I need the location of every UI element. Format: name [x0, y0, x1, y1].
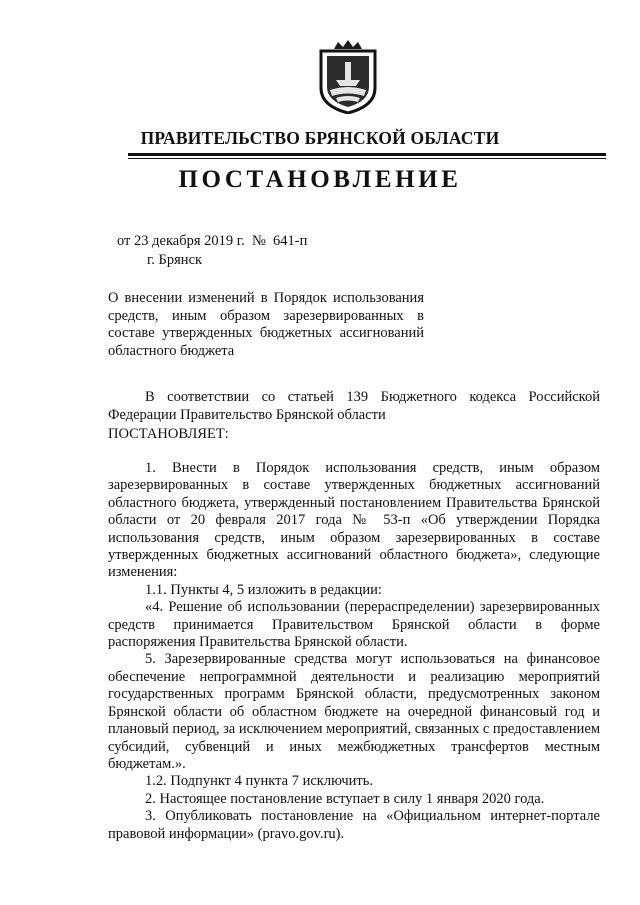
paragraph-2: 2. Настоящее постановление вступает в силу 1 января 2020 года.	[145, 790, 545, 807]
paragraph-quoted-4: «4. Решение об использовании (перераспределении) зарезервированных средств принимается Правительством Брянской области в форме распоряжения Правительства Брянской области.	[108, 599, 600, 651]
organization-name: ПРАВИТЕЛЬСТВО БРЯНСКОЙ ОБЛАСТИ	[140, 128, 500, 148]
date-and-number: от 23 декабря 2019 г. № 641-п	[117, 233, 308, 249]
paragraph-1-2: 1.2. Подпункт 4 пункта 7 исключить.	[145, 773, 373, 790]
paragraph-3: 3. Опубликовать постановление на «Официальном интернет-портале правовой информации» (pravo.gov.ru).	[108, 808, 600, 842]
header-rule-thin	[128, 158, 606, 159]
document-type-title: ПОСТАНОВЛЕНИЕ	[178, 166, 462, 193]
decree-word: ПОСТАНОВЛЯЕТ:	[108, 426, 229, 442]
document-subject: О внесении изменений в Порядок использования средств, иным образом зарезервированных в составе утвержденных бюджетных ассигнований областного бюджета	[108, 290, 424, 359]
coat-of-arms-icon	[318, 40, 378, 114]
preamble: В соответствии со статьей 139 Бюджетного кодекса Российской Федерации Правительство Брянской области	[108, 389, 600, 423]
paragraph-1-1: 1.1. Пункты 4, 5 изложить в редакции:	[145, 581, 382, 598]
paragraph-quoted-5: 5. Зарезервированные средства могут использоваться на финансовое обеспечение непрограммной деятельности и реализацию мероприятий государственных программ Брянской области, предусмотренных законом Брянской области об областном бюджете на очередной финансовый год и плановый период, за исключением мероприятий, связанных с предоставлением субсидий, субвенций и иных межбюджетных трансфертов местным бюджетам.».	[108, 651, 600, 772]
paragraph-1: 1. Внести в Порядок использования средств, иным образом зарезервированных в составе утвержденных бюджетных ассигнований областного бюджета, утвержденный постановлением Правительства Брянской области от 20 февраля 2017 года № 53-п «Об утверждении Порядка использования средств, иным образом зарезервированных в составе утвержденных бюджетных ассигнований областного бюджета», следующие изменения:	[108, 460, 600, 581]
header-rule-thick	[128, 153, 606, 156]
document-body	[108, 460, 600, 843]
city: г. Брянск	[147, 252, 203, 268]
